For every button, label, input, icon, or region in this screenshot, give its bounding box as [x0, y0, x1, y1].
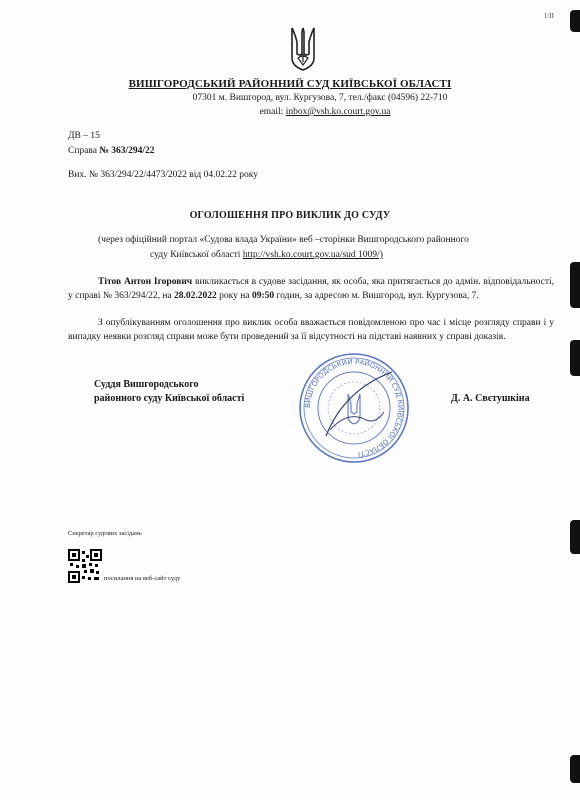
notice-title: ОГОЛОШЕННЯ ПРО ВИКЛИК ДО СУДУ — [189, 210, 391, 221]
stamp-ring-text: ВИШГОРОДСЬКИЙ РАЙОННИЙ СУД КИЇВСЬКОЇ ОБЛАСТІ — [303, 357, 405, 458]
notice-subtitle-line1: (через офіційний портал «Судова влада України» веб –сторінки Вишгородського районного — [98, 235, 469, 245]
email-label: email: — [259, 107, 286, 117]
case-number-value: № 363/294/22 — [99, 146, 155, 156]
notice-paragraph — [68, 316, 554, 344]
court-name: ВИШГОРОДСЬКИЙ РАЙОННИЙ СУД КИЇВСЬКОЇ ОБЛАСТІ — [128, 78, 452, 90]
court-address: 07301 м. Вишгород, вул. Кургузова, 7, тел./факс (04596) 22-710 — [192, 93, 448, 103]
summons-text-b: року на — [216, 291, 252, 301]
subtitle-text: суду Київської області — [150, 250, 243, 260]
scan-edge-shadow — [570, 10, 580, 32]
hearing-time: 09:50 — [251, 291, 275, 301]
summoned-person: Тітов Антон Ігорович — [98, 277, 193, 287]
court-seal-stamp — [296, 350, 412, 466]
court-website-link[interactable]: http://vsh.ko.court.gov.ua/sud 1009/) — [242, 250, 383, 260]
notice-subtitle-line2 — [150, 250, 383, 260]
scan-edge-shadow — [570, 340, 580, 376]
case-label: Справа — [68, 146, 100, 156]
judge-title-line1: Суддя Вишгородського — [94, 379, 199, 390]
case-number — [68, 146, 155, 156]
summons-text-a: викликається в судове засідання, як особа, яка притягається до адмін. відповідальності, у справі № 363/294/22, на — [68, 277, 554, 301]
summons-text-c: годин, за адресою м. Вишгород, вул. Кургузова, 7. — [274, 291, 479, 301]
qr-caption: посилання на веб-сайт суду — [104, 575, 181, 582]
scan-edge-shadow — [570, 262, 580, 308]
scan-edge-shadow — [570, 520, 580, 554]
court-email-line — [0, 107, 580, 117]
hearing-date: 28.02.2022 — [174, 291, 217, 301]
judge-title-line2: районного суду Київської області — [94, 393, 245, 404]
trident-emblem-icon — [289, 24, 317, 72]
notice-text: З опублікуванням оголошення про виклик особа вважається повідомленою про час і місце розгляду справи і у випадку неявки розгляд справи може бути проведений за її відсутності на підставі наявних у справі доказів. — [68, 318, 554, 342]
judge-name: Д. А. Свєтушкіна — [451, 393, 530, 404]
email-link[interactable]: inbox@vsh.ko.court.gov.ua — [285, 107, 391, 117]
summons-paragraph — [68, 275, 554, 303]
scan-edge-shadow — [570, 755, 580, 783]
qr-code-icon[interactable] — [68, 549, 102, 583]
outgoing-number: Вих. № 363/294/22/4473/2022 від 04.02.22 року — [68, 170, 258, 180]
page-number: 1/II — [543, 12, 554, 20]
form-code: ДВ – 15 — [68, 131, 100, 141]
secretary-label: Секретар судових засідань — [68, 530, 142, 537]
